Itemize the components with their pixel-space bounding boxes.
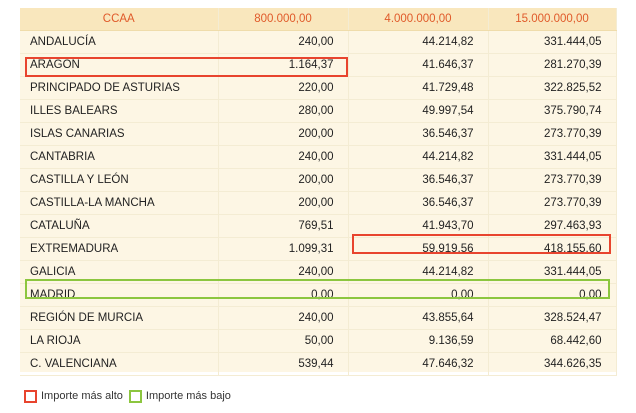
data-table-panel xyxy=(20,8,616,372)
cell-15000000: 331.444,05 xyxy=(488,146,616,169)
legend xyxy=(24,388,237,404)
table-row xyxy=(20,100,616,123)
cell-800000: 280,00 xyxy=(218,100,348,123)
cell-15000000: 273.770,39 xyxy=(488,123,616,146)
cell-ccaa: EXTREMADURA xyxy=(20,238,218,261)
cell-4000000: 36.546,37 xyxy=(348,123,488,146)
table-row xyxy=(20,307,616,330)
cell-15000000: 322.825,52 xyxy=(488,77,616,100)
legend-low-label: Importe más bajo xyxy=(145,390,231,402)
cell-ccaa: CASTILLA-LA MANCHA xyxy=(20,192,218,215)
cell-15000000: 344.626,35 xyxy=(488,353,616,376)
cell-15000000: 273.770,39 xyxy=(488,192,616,215)
cell-ccaa: REGIÓN DE MURCIA xyxy=(20,307,218,330)
cell-4000000: 44.214,82 xyxy=(348,146,488,169)
legend-high-label: Importe más alto xyxy=(41,390,123,402)
cell-ccaa: ARAGÓN xyxy=(20,54,218,77)
cell-ccaa: ANDALUCÍA xyxy=(20,31,218,54)
cell-15000000: 297.463,93 xyxy=(488,215,616,238)
cell-15000000: 281.270,39 xyxy=(488,54,616,77)
cell-4000000: 47.646,32 xyxy=(348,353,488,376)
legend-green-box-icon xyxy=(129,390,142,403)
cell-4000000: 36.546,37 xyxy=(348,169,488,192)
cell-4000000: 36.546,37 xyxy=(348,192,488,215)
cell-ccaa: CASTILLA Y LEÓN xyxy=(20,169,218,192)
cell-800000: 220,00 xyxy=(218,77,348,100)
cell-800000: 769,51 xyxy=(218,215,348,238)
header-800000: 800.000,00 xyxy=(218,8,348,31)
table-row xyxy=(20,261,616,284)
cell-4000000: 0,00 xyxy=(348,284,488,307)
cell-15000000: 328.524,47 xyxy=(488,307,616,330)
table-row xyxy=(20,31,616,54)
cell-15000000: 331.444,05 xyxy=(488,261,616,284)
cell-800000: 1.164,37 xyxy=(218,54,348,77)
header-4000000: 4.000.000,00 xyxy=(348,8,488,31)
cell-ccaa: MADRID xyxy=(20,284,218,307)
cell-4000000: 41.646,37 xyxy=(348,54,488,77)
cell-4000000: 41.729,48 xyxy=(348,77,488,100)
cell-15000000: 0,00 xyxy=(488,284,616,307)
table-row xyxy=(20,169,616,192)
cell-ccaa: LA RIOJA xyxy=(20,330,218,353)
cell-ccaa: ILLES BALEARS xyxy=(20,100,218,123)
cell-800000: 200,00 xyxy=(218,169,348,192)
table-row xyxy=(20,353,616,376)
cell-800000: 539,44 xyxy=(218,353,348,376)
header-ccaa: CCAA xyxy=(20,8,218,31)
cell-4000000: 9.136,59 xyxy=(348,330,488,353)
cell-800000: 240,00 xyxy=(218,261,348,284)
cell-ccaa: PRINCIPADO DE ASTURIAS xyxy=(20,77,218,100)
table-row xyxy=(20,215,616,238)
table-row xyxy=(20,238,616,261)
cell-800000: 0,00 xyxy=(218,284,348,307)
cell-ccaa: CATALUÑA xyxy=(20,215,218,238)
cell-800000: 200,00 xyxy=(218,123,348,146)
table-row xyxy=(20,123,616,146)
cell-800000: 240,00 xyxy=(218,31,348,54)
cell-4000000: 49.997,54 xyxy=(348,100,488,123)
legend-red-box-icon xyxy=(24,390,37,403)
cell-4000000: 43.855,64 xyxy=(348,307,488,330)
legend-item-low xyxy=(129,390,231,403)
table-row xyxy=(20,54,616,77)
table-row xyxy=(20,284,616,307)
cell-800000: 240,00 xyxy=(218,146,348,169)
legend-item-high xyxy=(24,390,123,403)
import-table xyxy=(20,8,617,376)
header-15000000: 15.000.000,00 xyxy=(488,8,616,31)
cell-ccaa: ISLAS CANARIAS xyxy=(20,123,218,146)
cell-800000: 240,00 xyxy=(218,307,348,330)
cell-ccaa: CANTABRIA xyxy=(20,146,218,169)
table-header-row xyxy=(20,8,616,31)
cell-15000000: 273.770,39 xyxy=(488,169,616,192)
cell-800000: 50,00 xyxy=(218,330,348,353)
cell-800000: 1.099,31 xyxy=(218,238,348,261)
cell-800000: 200,00 xyxy=(218,192,348,215)
table-row xyxy=(20,77,616,100)
cell-15000000: 331.444,05 xyxy=(488,31,616,54)
cell-4000000: 44.214,82 xyxy=(348,31,488,54)
cell-4000000: 44.214,82 xyxy=(348,261,488,284)
cell-15000000: 68.442,60 xyxy=(488,330,616,353)
cell-ccaa: GALICIA xyxy=(20,261,218,284)
cell-4000000: 59.919,56 xyxy=(348,238,488,261)
cell-4000000: 41.943,70 xyxy=(348,215,488,238)
cell-ccaa: C. VALENCIANA xyxy=(20,353,218,376)
table-row xyxy=(20,192,616,215)
table-row xyxy=(20,330,616,353)
cell-15000000: 418.155,60 xyxy=(488,238,616,261)
cell-15000000: 375.790,74 xyxy=(488,100,616,123)
table-row xyxy=(20,146,616,169)
